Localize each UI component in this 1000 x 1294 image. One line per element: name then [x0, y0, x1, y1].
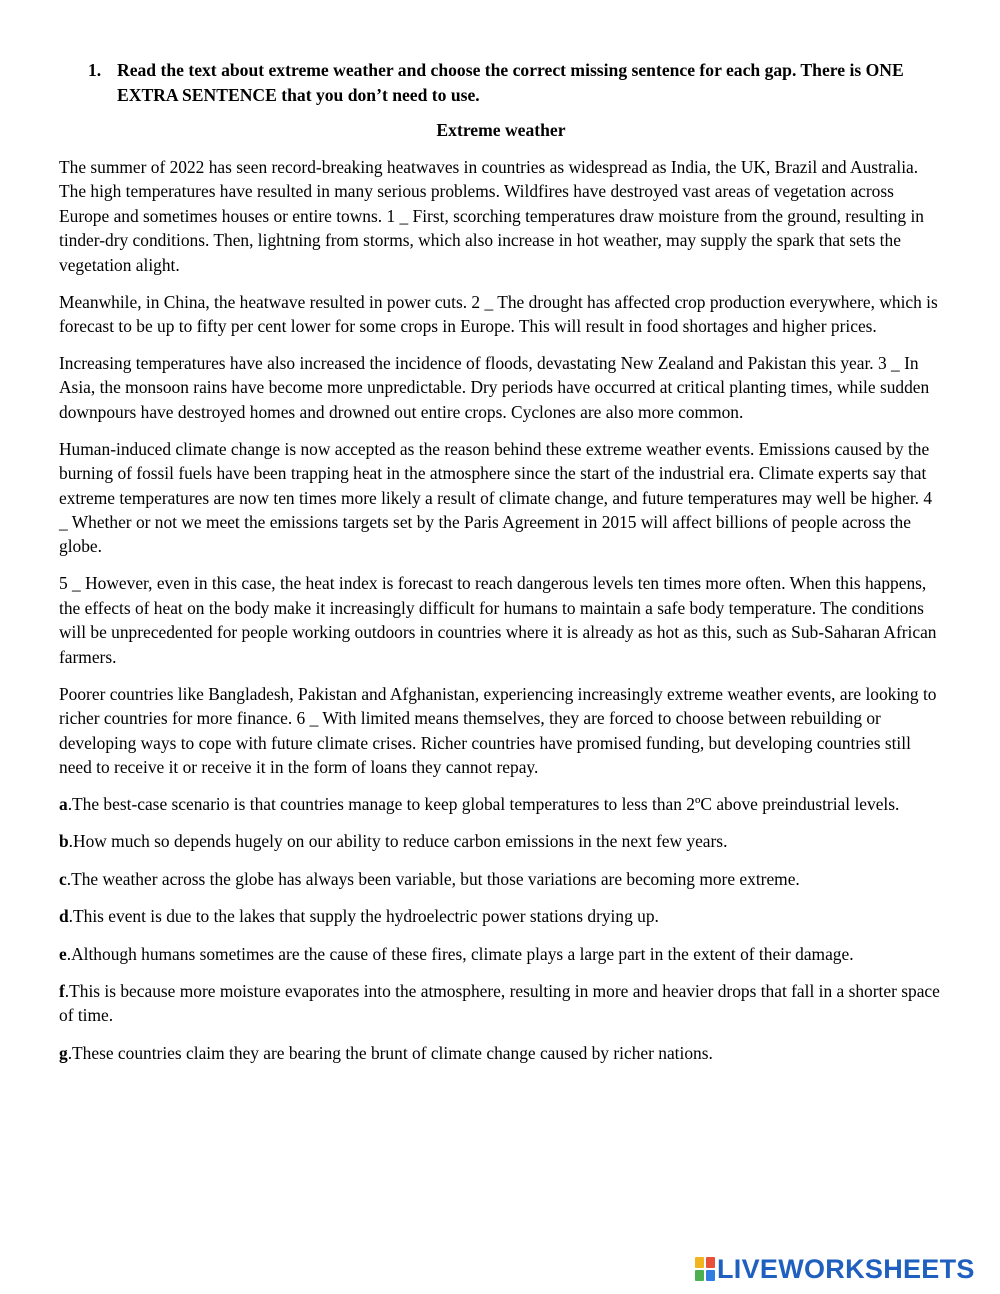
worksheet-page: [59, 58, 943, 1078]
option-letter: g: [59, 1042, 68, 1063]
option-letter: a: [59, 793, 68, 814]
option-e: [59, 942, 943, 966]
paragraph: The summer of 2022 has seen record-breaking heatwaves in countries as widespread as India, the UK, Brazil and Australia. The high temperatures have resulted in many serious problems. Wildfires have destroyed vast areas of vegetation across Europe and sometimes houses or entire towns. 1 _ First, scorching temperatures draw moisture from the ground, resulting in tinder-dry conditions. Then, lightning from storms, which also increase in hot weather, may supply the spark that sets the vegetation alight.: [59, 157, 925, 275]
paragraph: Poorer countries like Bangladesh, Pakistan and Afghanistan, experiencing increasingly extreme weather events, are looking to richer countries for more finance. 6 _ With limited means themselves, they are forced to choose between rebuilding or developing ways to cope with future climate crises. Richer countries have promised funding, but developing countries still need to receive it or receive it in the form of loans they cannot repay.: [59, 683, 937, 777]
option-letter: e: [59, 943, 67, 964]
paragraph: Human-induced climate change is now accepted as the reason behind these extreme weather events. Emissions caused by the burning of fossil fuels have been trapping heat in the atmosphere since the start of the industrial era. Climate experts say that extreme temperatures are now ten times more likely a result of climate change, and future temperatures may well be higher. 4 _ Whether or not we meet the emissions targets set by the Paris Agreement in 2015 will affect billions of people across the globe.: [59, 438, 933, 557]
option-text: .These countries claim they are bearing the brunt of climate change caused by richer nations.: [67, 1042, 713, 1063]
article-body: [59, 155, 943, 779]
liveworksheets-logo[interactable]: [695, 1256, 975, 1282]
option-text: .This is because more moisture evaporates into the atmosphere, resulting in more and heavier drops that fall in a shorter space of time.: [59, 980, 940, 1026]
option-g: [59, 1041, 943, 1065]
paragraph: 5 _ However, even in this case, the heat index is forecast to reach dangerous levels ten times more often. When this happens, the effects of heat on the body make it increasingly difficult for humans to maintain a safe body temperature. The conditions will be unprecedented for people working outdoors in countries where it is already as hot as this, such as Sub-Saharan African farmers.: [59, 573, 937, 667]
paragraph: Meanwhile, in China, the heatwave resulted in power cuts. 2 _ The drought has affected crop production everywhere, which is forecast to be up to fifty per cent lower for some crops in Europe. This will result in food shortages and higher prices.: [59, 291, 938, 337]
instruction-number: 1.: [88, 60, 102, 80]
option-b: [59, 829, 943, 853]
option-text: .This event is due to the lakes that supply the hydroelectric power stations drying up.: [68, 906, 659, 927]
liveworksheets-logo-icon: [695, 1257, 715, 1281]
option-c: [59, 867, 943, 891]
option-text: .How much so depends hugely on our ability to reduce carbon emissions in the next few years.: [68, 831, 728, 852]
option-text: .The weather across the globe has always been variable, but those variations are becoming more extreme.: [66, 868, 800, 889]
option-letter: d: [59, 906, 69, 927]
instruction: [59, 58, 943, 108]
option-letter: b: [59, 831, 69, 852]
instruction-text: Read the text about extreme weather and choose the correct missing sentence for each gap. There is ONE EXTRA SENTENCE that you don’t need to use.: [117, 60, 904, 105]
option-f: [59, 979, 943, 1028]
option-text: .The best-case scenario is that countries manage to keep global temperatures to less than 2ºC above preindustrial levels.: [67, 793, 900, 814]
option-text: .Although humans sometimes are the cause of these fires, climate plays a large part in the extent of their damage.: [66, 943, 854, 964]
option-a: [59, 792, 943, 816]
logo-text: LIVEWORKSHEETS: [717, 1254, 975, 1284]
option-d: [59, 904, 943, 928]
option-letter: f: [59, 980, 65, 1001]
sentence-options: [59, 792, 943, 1065]
article-title: Extreme weather: [436, 120, 566, 140]
paragraph: Increasing temperatures have also increased the incidence of floods, devastating New Zealand and Pakistan this year. 3 _ In Asia, the monsoon rains have become more unpredictable. Dry periods have occurred at critical planting times, while sudden downpours have destroyed homes and drowned out entire crops. Cyclones are also more common.: [59, 353, 930, 422]
option-letter: c: [59, 868, 67, 889]
